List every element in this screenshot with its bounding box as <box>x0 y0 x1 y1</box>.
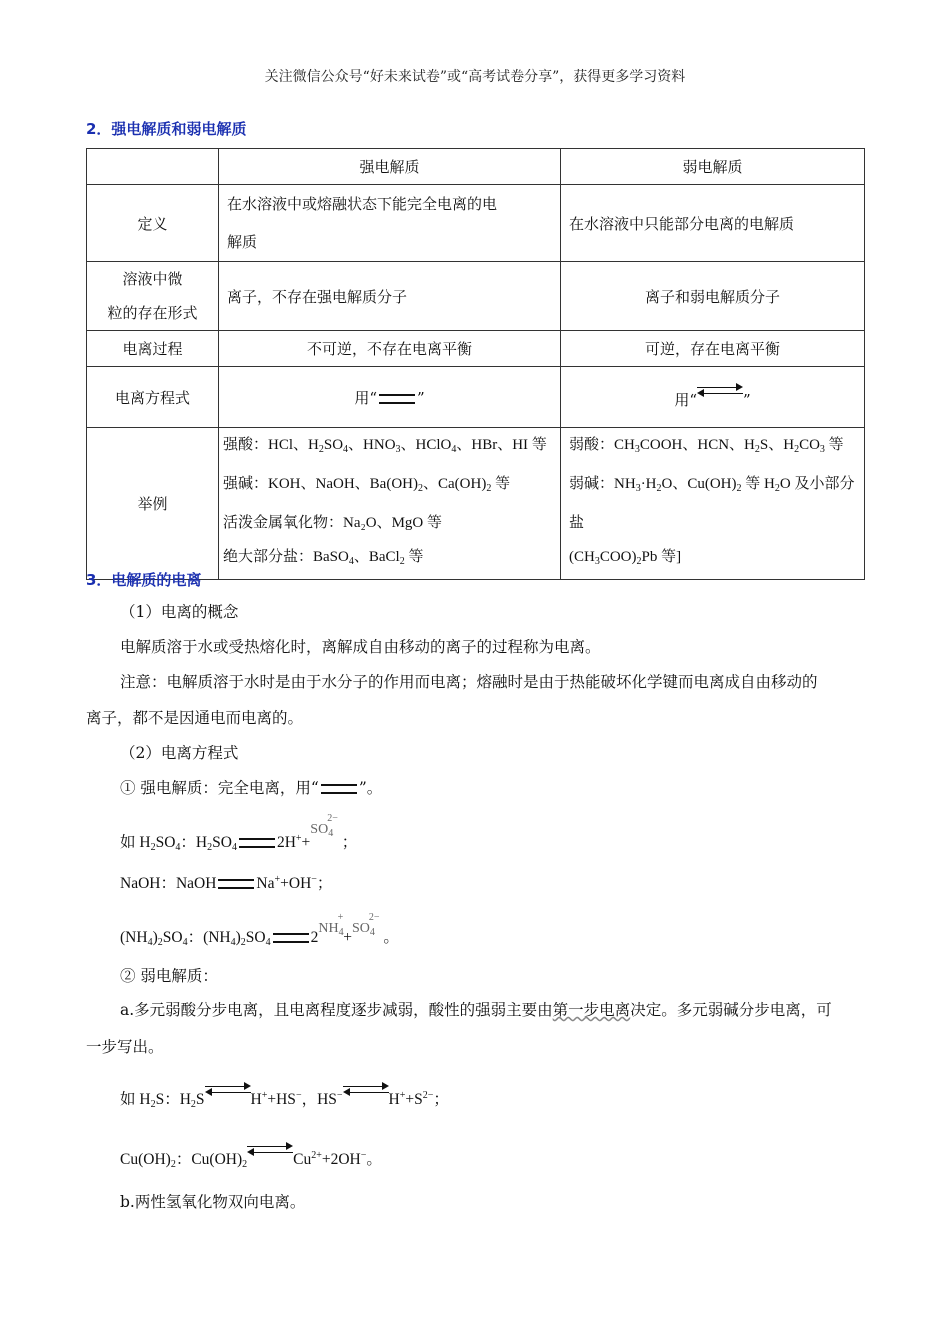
equation-strong-prefix: 用“ <box>354 388 377 407</box>
strong-base-examples: 强碱：KOH、NaOH、$Ba(OH)_2$、$Ca(OH)_2$ 等 <box>223 476 511 494</box>
row-label-examples: 举例 <box>87 428 219 580</box>
rule-a-line1 <box>120 1000 832 1020</box>
etc-text: 等 <box>495 476 511 492</box>
reversible-arrow-icon <box>247 1144 293 1158</box>
examples-strong <box>219 428 561 580</box>
equation-h2so4: 如 $H_2SO_4$：$H_2SO_4$ $2H^++SO_4^{2-}$ ； <box>120 813 358 853</box>
equation-weak-prefix: 用“ <box>674 390 697 409</box>
reversible-arrow-icon <box>205 1084 251 1098</box>
equals-sign-icon <box>218 879 254 889</box>
equals-sign-icon <box>239 838 275 848</box>
process-weak: 可逆，存在电离平衡 <box>561 331 865 367</box>
strong-intro-text: ① 强电解质：完全电离，用“ <box>120 779 319 797</box>
row-label-form-line1: 溶液中微 <box>122 270 183 288</box>
salt-label: 绝大部分盐： <box>223 549 314 565</box>
table-row-definition <box>87 185 865 262</box>
strong-electrolyte-intro <box>120 778 382 798</box>
weak-acid-label: 弱酸： <box>569 437 615 453</box>
definition-strong <box>219 185 561 262</box>
row-label-definition: 定义 <box>87 185 219 262</box>
row-label-form-line2: 粒的存在形式 <box>107 304 198 322</box>
table-row-examples <box>87 428 865 580</box>
equation-h2s: 如 $H_2S$：$H_2S$ H++HS−，HS− $H^++S^{2-}$； <box>120 1084 449 1115</box>
rule-a-emphasis: 第一步电离 <box>552 1001 631 1019</box>
subsection-ionization-equation: （2）电离方程式 <box>120 744 239 762</box>
note-line1: 注意：电解质溶于水时是由于水分子的作用而电离；熔融时是由于热能破坏化学键而电离成自由移动的 <box>120 673 818 691</box>
rule-a-pre: a.多元弱酸分步电离，且电离程度逐步减弱，酸性的强弱主要由 <box>120 1001 553 1019</box>
note-line2: 离子，都不是因通电而电离的。 <box>86 709 304 727</box>
strong-base-label: 强碱： <box>223 476 269 492</box>
column-header-strong: 强电解质 <box>219 149 561 185</box>
subsection-ionization-concept: （1）电离的概念 <box>120 603 239 621</box>
etc-text: 等 <box>828 437 844 453</box>
form-strong: 离子，不存在强电解质分子 <box>219 262 561 331</box>
table-row-form <box>87 262 865 331</box>
metal-oxide-label: 活泼金属氧化物： <box>223 515 344 531</box>
weak-electrolyte-intro: ② 弱电解质： <box>120 967 218 985</box>
etc-text: 等 <box>531 437 547 453</box>
weak-base-label: 弱碱： <box>569 476 615 492</box>
rule-a-post: 决定。多元弱碱分步电离，可 <box>630 1001 832 1019</box>
rule-a-line2: 一步写出。 <box>86 1038 164 1056</box>
definition-strong-line2: 解质 <box>227 233 258 251</box>
row-label-equation: 电离方程式 <box>87 367 219 428</box>
reversible-arrow-icon <box>697 385 743 399</box>
examples-weak <box>561 428 865 580</box>
electrolyte-table <box>86 148 865 580</box>
equation-cuoh2: $Cu(OH)_2$：$Cu(OH)_2$ $Cu^{2+}+2OH^-$。 <box>120 1144 382 1175</box>
equation-weak-suffix: ” <box>743 390 751 409</box>
section-3-title: 3．电解质的电离 <box>86 571 202 589</box>
equals-sign-icon <box>321 784 357 794</box>
metal-oxide-examples <box>223 506 552 540</box>
etc-text: 等 <box>408 549 424 565</box>
weak-salt-example: $(CH_3COO)_2Pb$ 等] <box>569 549 682 567</box>
table-row-equation <box>87 367 865 428</box>
equation-weak <box>561 367 865 428</box>
equation-strong <box>219 367 561 428</box>
equation-nh4so4: $(NH_4)_2SO_4$：$(NH_4)_2SO_4$ $2NH_4^++SO_4^{2-}$ 。 <box>120 912 399 948</box>
weak-acid-examples: 弱酸：$CH_3COOH$、HCN、$H_2S$、$H_2CO_3$ 等 <box>569 437 844 455</box>
definition-strong-line1: 在水溶液中或熔融状态下能完全电离的电 <box>227 195 498 213</box>
equals-sign-icon <box>379 394 415 404</box>
column-header-weak: 弱电解质 <box>561 149 865 185</box>
table-row-process <box>87 331 865 367</box>
page-header: 关注微信公众号“好未来试卷”或“高考试卷分享”，获得更多学习资料 <box>264 69 686 85</box>
strong-acid-examples: 强酸：HCl、$H_2SO_4$、$HNO_3$、HClO$_4$、HBr、HI 等 <box>223 437 547 455</box>
section-2-title: 2．强电解质和弱电解质 <box>86 120 247 138</box>
process-strong: 不可逆，不存在电离平衡 <box>219 331 561 367</box>
strong-intro-end: ”。 <box>358 779 383 797</box>
rule-b: b.两性氢氧化物双向电离。 <box>120 1193 306 1211</box>
form-weak: 离子和弱电解质分子 <box>561 262 865 331</box>
reversible-arrow-icon <box>343 1084 389 1098</box>
table-corner-cell <box>87 149 219 185</box>
weak-base-examples: 弱碱：$NH_3\cdot H_2O$、$Cu(OH)_2$ 等 $H_2O$ 及小部分盐 <box>569 476 855 531</box>
row-label-form <box>87 262 219 331</box>
row-label-process: 电离过程 <box>87 331 219 367</box>
equation-strong-suffix: ” <box>417 388 425 407</box>
salt-examples: 绝大部分盐：BaSO$_4$、BaCl$_2$ 等 <box>223 549 424 567</box>
table-header-row <box>87 149 865 185</box>
ionization-definition: 电解质溶于水或受热熔化时，离解成自由移动的离子的过程称为电离。 <box>120 638 601 656</box>
equation-naoh: NaOH：NaOH Na++OH−； <box>120 874 333 892</box>
equals-sign-icon <box>273 933 309 943</box>
metal-oxide-value: Na₂O、MgO 等 <box>343 515 442 531</box>
strong-acid-label: 强酸： <box>223 437 269 453</box>
definition-weak: 在水溶液中只能部分电离的电解质 <box>561 185 865 262</box>
